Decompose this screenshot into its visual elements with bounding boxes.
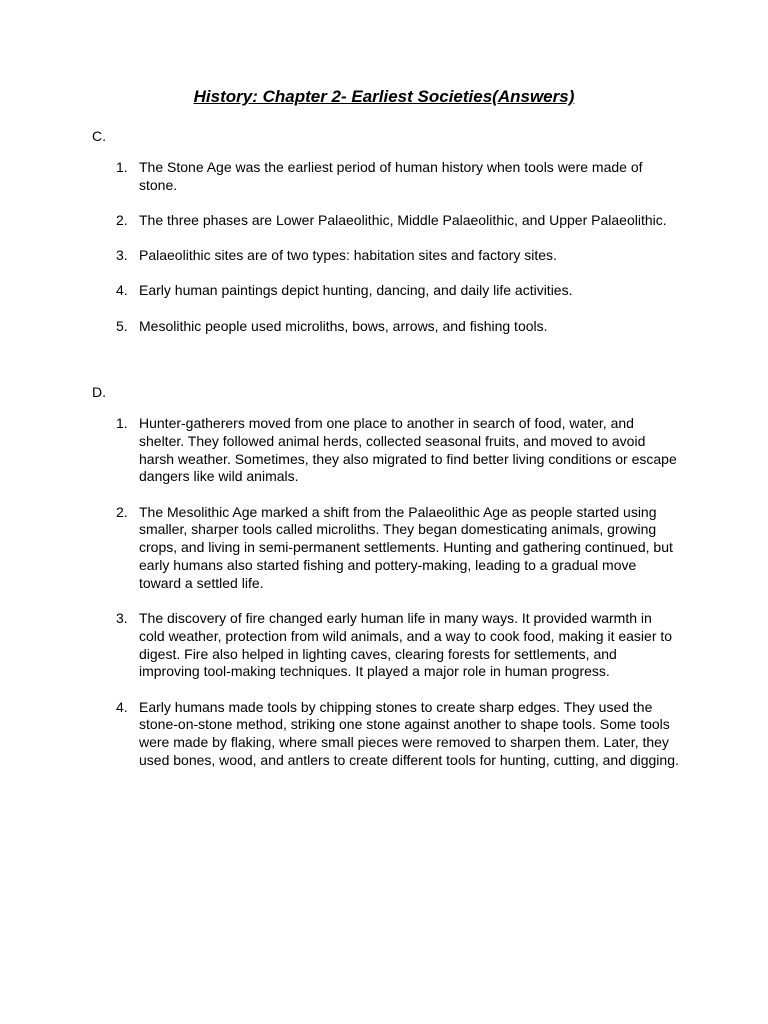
section-c-label: C. [92,128,106,144]
item-number: 1. [116,415,128,431]
item-text: The discovery of fire changed early human life in many ways. It provided warmth in cold weather, protection from wild animals, and a way to cook food, making it easier to digest. Fire also helped in lighting caves, clearing forests for settlements, and improving tool-making techniques. It played a major role in human progress. [139,609,673,680]
section-c-answer-list [0,159,768,353]
item-number: 4. [116,698,128,715]
section-d-answer-list [0,415,768,787]
item-text: Early human paintings depict hunting, dancing, and daily life activities. [139,282,573,299]
item-text: Mesolithic people used microliths, bows, arrows, and fishing tools. [139,317,548,334]
list-item [0,610,768,681]
list-item [0,318,768,336]
item-text: The Mesolithic Age marked a shift from the Palaeolithic Age as people started using smaller, sharper tools called microliths. They began domesticating animals, growing crops, and living in semi-permanent settlements. Hunting and gathering continued, but early humans also started fishing and pottery-making, leading to a gradual move toward a settled life. [139,503,673,591]
item-text: Early humans made tools by chipping stones to create sharp edges. They used the stone-on-stone method, striking one stone against another to shape tools. Some tools were made by flaking, where small pieces were removed to sharpen them. Later, they used bones, wood, and antlers to create different tools for hunting, cutting, and digging. [139,698,679,768]
list-item [0,504,768,593]
item-number: 4. [116,282,128,299]
list-item [0,282,768,300]
list-item [0,212,768,230]
item-text: The three phases are Lower Palaeolithic, Middle Palaeolithic, and Upper Palaeolithic. [139,211,667,228]
list-item [0,159,768,195]
item-number: 5. [116,317,128,334]
item-text: The Stone Age was the earliest period of human history when tools were made of stone. [139,159,643,193]
item-text: Hunter-gatherers moved from one place to another in search of food, water, and shelter. They followed animal herds, collected seasonal fruits, and moved to avoid harsh weather. Sometimes, they also migrated to find better living conditions or escape dangers like wild animals. [139,415,677,485]
list-item [0,699,768,770]
section-d-label: D. [92,384,106,400]
item-number: 2. [116,211,128,228]
item-number: 1. [116,159,128,175]
document-title: History: Chapter 2- Earliest Societies(Answers) [193,87,575,106]
item-number: 3. [116,609,128,626]
item-number: 3. [116,247,128,264]
item-number: 2. [116,503,128,520]
list-item [0,247,768,265]
list-item [0,415,768,486]
item-text: Palaeolithic sites are of two types: habitation sites and factory sites. [139,247,557,264]
